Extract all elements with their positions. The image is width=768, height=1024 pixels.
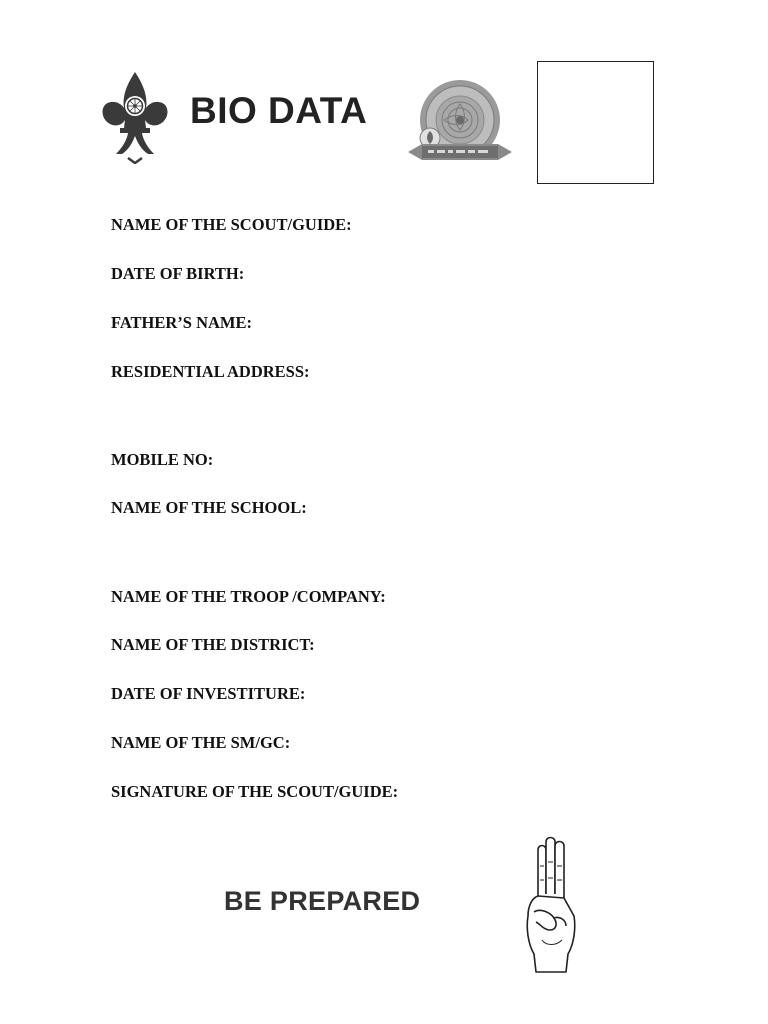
scouts-guides-emblem bbox=[404, 78, 516, 170]
field-scout-name: NAME OF THE SCOUT/GUIDE: bbox=[111, 215, 352, 234]
fleur-de-lis-icon bbox=[100, 70, 170, 164]
field-district: NAME OF THE DISTRICT: bbox=[111, 635, 315, 654]
field-mobile-no: MOBILE NO: bbox=[111, 450, 214, 469]
field-signature: SIGNATURE OF THE SCOUT/GUIDE: bbox=[111, 782, 399, 801]
field-school-name: NAME OF THE SCHOOL: bbox=[111, 498, 307, 517]
motto-text: BE PREPARED bbox=[224, 886, 421, 916]
field-sm-gc-name: NAME OF THE SM/GC: bbox=[111, 733, 291, 752]
page-title: BIO DATA bbox=[190, 90, 368, 131]
field-date-of-birth: DATE OF BIRTH: bbox=[111, 264, 245, 283]
field-residential-address: RESIDENTIAL ADDRESS: bbox=[111, 362, 310, 381]
photo-box bbox=[537, 61, 654, 184]
scout-salute-hand-icon bbox=[520, 836, 584, 976]
field-troop-company: NAME OF THE TROOP /COMPANY: bbox=[111, 587, 386, 606]
field-father-name: FATHER’S NAME: bbox=[111, 313, 253, 332]
field-date-of-investiture: DATE OF INVESTITURE: bbox=[111, 684, 306, 703]
